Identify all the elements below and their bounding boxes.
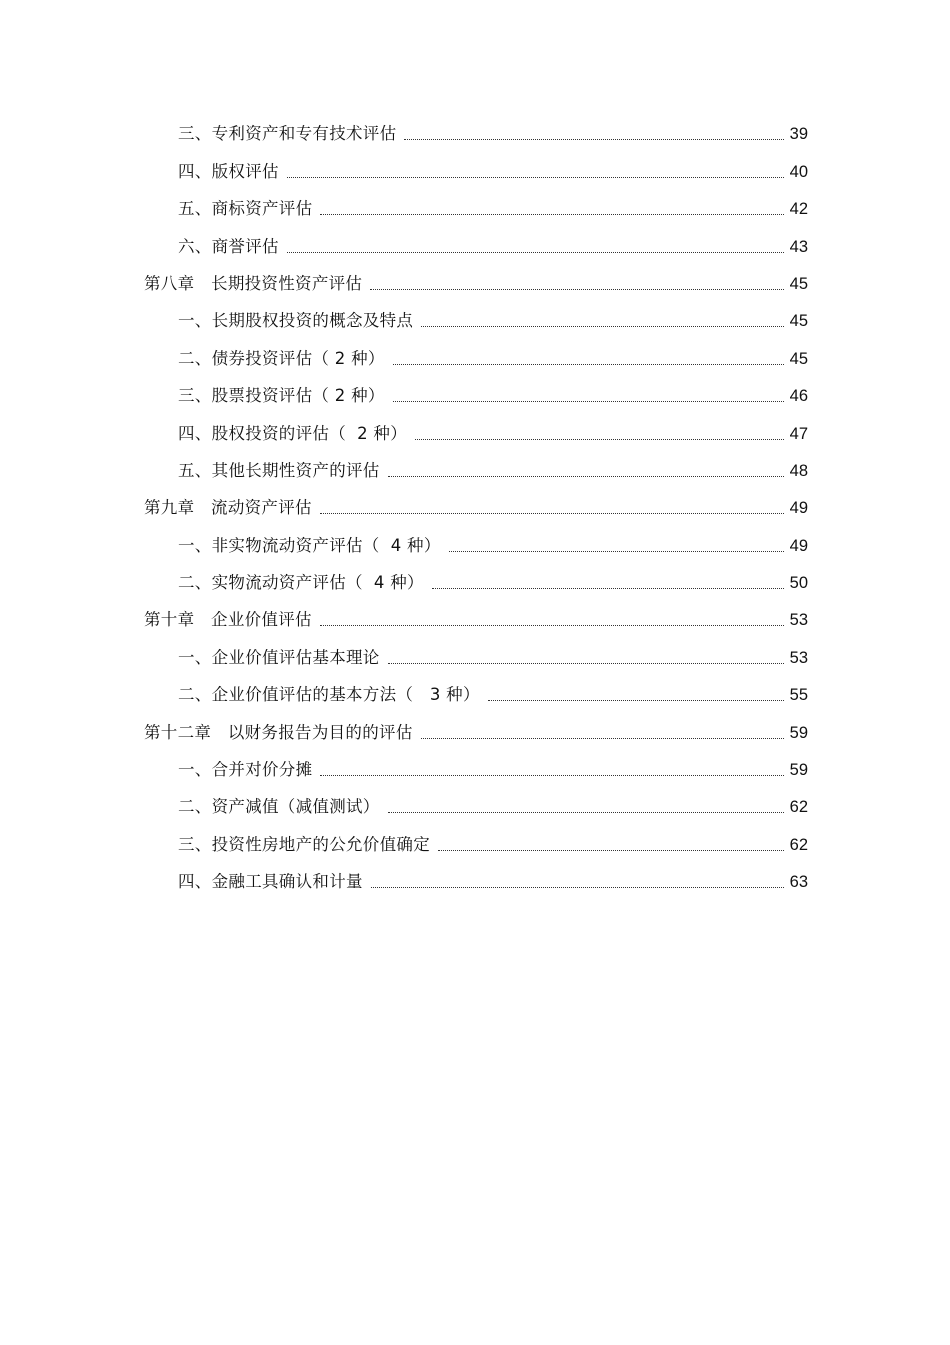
toc-entry-title: 三、投资性房地产的公允价值确定 (178, 834, 430, 854)
toc-entry-title: 四、版权评估 (178, 161, 279, 181)
toc-page-number: 43 (789, 237, 808, 256)
toc-entry-line (144, 796, 808, 818)
toc-section-entry[interactable] (0, 673, 950, 710)
toc-chapter-entry[interactable] (0, 598, 950, 635)
toc-page-number: 39 (789, 125, 808, 144)
toc-section-entry[interactable] (0, 822, 950, 859)
toc-entry-line (144, 310, 808, 332)
toc-section-entry[interactable] (0, 374, 950, 411)
dot-leader (449, 550, 784, 552)
toc-entry-line (144, 759, 808, 781)
toc-page-number: 50 (789, 574, 808, 593)
toc-entry-title: 第八章 长期投资性资产评估 (144, 273, 363, 293)
dot-leader (388, 475, 784, 477)
toc-section-entry[interactable] (0, 449, 950, 486)
toc-entry-title: 一、企业价值评估基本理论 (178, 647, 380, 667)
dot-leader (393, 363, 784, 365)
toc-page-number: 63 (789, 873, 808, 892)
toc-entry-line (144, 423, 808, 445)
dot-leader (388, 811, 784, 813)
toc-entry-line (144, 722, 808, 744)
toc-page-number: 47 (789, 424, 808, 443)
toc-page-number: 59 (789, 761, 808, 780)
toc-entry-title: 一、长期股权投资的概念及特点 (178, 311, 414, 331)
toc-entry-line (144, 684, 808, 706)
dot-leader (370, 288, 784, 290)
toc-entry-line (144, 834, 808, 856)
toc-entry-line (144, 348, 808, 370)
table-of-contents (0, 112, 950, 897)
toc-entry-line (144, 385, 808, 407)
dot-leader (415, 438, 784, 440)
toc-page-number: 42 (789, 200, 808, 219)
dot-leader (287, 176, 784, 178)
toc-page-number: 53 (789, 611, 808, 630)
toc-section-entry[interactable] (0, 336, 950, 373)
toc-entry-line (144, 572, 808, 594)
toc-section-entry[interactable] (0, 299, 950, 336)
toc-section-entry[interactable] (0, 149, 950, 186)
toc-page-number: 45 (789, 274, 808, 293)
toc-page-number: 49 (789, 499, 808, 518)
dot-leader (320, 512, 784, 514)
toc-entry-title: 一、非实物流动资产评估（ 4 种） (178, 535, 441, 555)
toc-entry-title: 五、其他长期性资产的评估 (178, 460, 380, 480)
toc-entry-line (144, 535, 808, 557)
toc-page-number: 62 (789, 835, 808, 854)
toc-entry-line (144, 236, 808, 258)
toc-entry-line (144, 497, 808, 519)
toc-entry-title: 三、股票投资评估（ 2 种） (178, 386, 385, 406)
dot-leader (404, 138, 784, 140)
toc-entry-line (144, 609, 808, 631)
toc-page-number: 46 (789, 387, 808, 406)
toc-section-entry[interactable] (0, 748, 950, 785)
toc-section-entry[interactable] (0, 523, 950, 560)
toc-entry-line (144, 161, 808, 183)
toc-page-number: 48 (789, 461, 808, 480)
toc-entry-title: 第九章 流动资产评估 (144, 498, 312, 518)
toc-entry-title: 二、资产减值（减值测试） (178, 797, 380, 817)
dot-leader (320, 624, 784, 626)
toc-page-number: 53 (789, 648, 808, 667)
toc-entry-title: 二、债券投资评估（ 2 种） (178, 348, 385, 368)
toc-section-entry[interactable] (0, 635, 950, 672)
toc-chapter-entry[interactable] (0, 710, 950, 747)
toc-entry-line (144, 871, 808, 893)
dot-leader (388, 662, 784, 664)
dot-leader (287, 251, 784, 253)
toc-entry-title: 第十章 企业价值评估 (144, 610, 312, 630)
dot-leader (421, 325, 784, 327)
toc-page-number: 40 (789, 162, 808, 181)
dot-leader (320, 774, 784, 776)
toc-chapter-entry[interactable] (0, 262, 950, 299)
toc-section-entry[interactable] (0, 224, 950, 261)
dot-leader (488, 699, 784, 701)
dot-leader (393, 400, 784, 402)
toc-section-entry[interactable] (0, 112, 950, 149)
toc-page-number: 62 (789, 798, 808, 817)
toc-section-entry[interactable] (0, 561, 950, 598)
dot-leader (320, 213, 784, 215)
toc-entry-line (144, 460, 808, 482)
toc-entry-title: 二、企业价值评估的基本方法（ 3 种） (178, 685, 480, 705)
toc-entry-title: 四、金融工具确认和计量 (178, 872, 363, 892)
toc-entry-line (144, 647, 808, 669)
toc-chapter-entry[interactable] (0, 486, 950, 523)
toc-entry-title: 六、商誉评估 (178, 236, 279, 256)
toc-section-entry[interactable] (0, 860, 950, 897)
dot-leader (432, 587, 784, 589)
toc-entry-title: 四、股权投资的评估（ 2 种） (178, 423, 408, 443)
toc-entry-line (144, 123, 808, 145)
toc-page-number: 45 (789, 349, 808, 368)
toc-entry-title: 五、商标资产评估 (178, 199, 313, 219)
toc-page-number: 55 (789, 686, 808, 705)
toc-section-entry[interactable] (0, 187, 950, 224)
toc-section-entry[interactable] (0, 411, 950, 448)
toc-entry-line (144, 198, 808, 220)
toc-section-entry[interactable] (0, 785, 950, 822)
dot-leader (371, 886, 784, 888)
toc-entry-line (144, 273, 808, 295)
toc-page-number: 59 (789, 723, 808, 742)
toc-entry-title: 二、实物流动资产评估（ 4 种） (178, 573, 424, 593)
toc-entry-title: 三、专利资产和专有技术评估 (178, 124, 397, 144)
toc-page-number: 45 (789, 312, 808, 331)
toc-page-number: 49 (789, 536, 808, 555)
dot-leader (438, 849, 784, 851)
toc-entry-title: 第十二章 以财务报告为目的的评估 (144, 722, 413, 742)
dot-leader (421, 737, 784, 739)
toc-entry-title: 一、合并对价分摊 (178, 760, 313, 780)
